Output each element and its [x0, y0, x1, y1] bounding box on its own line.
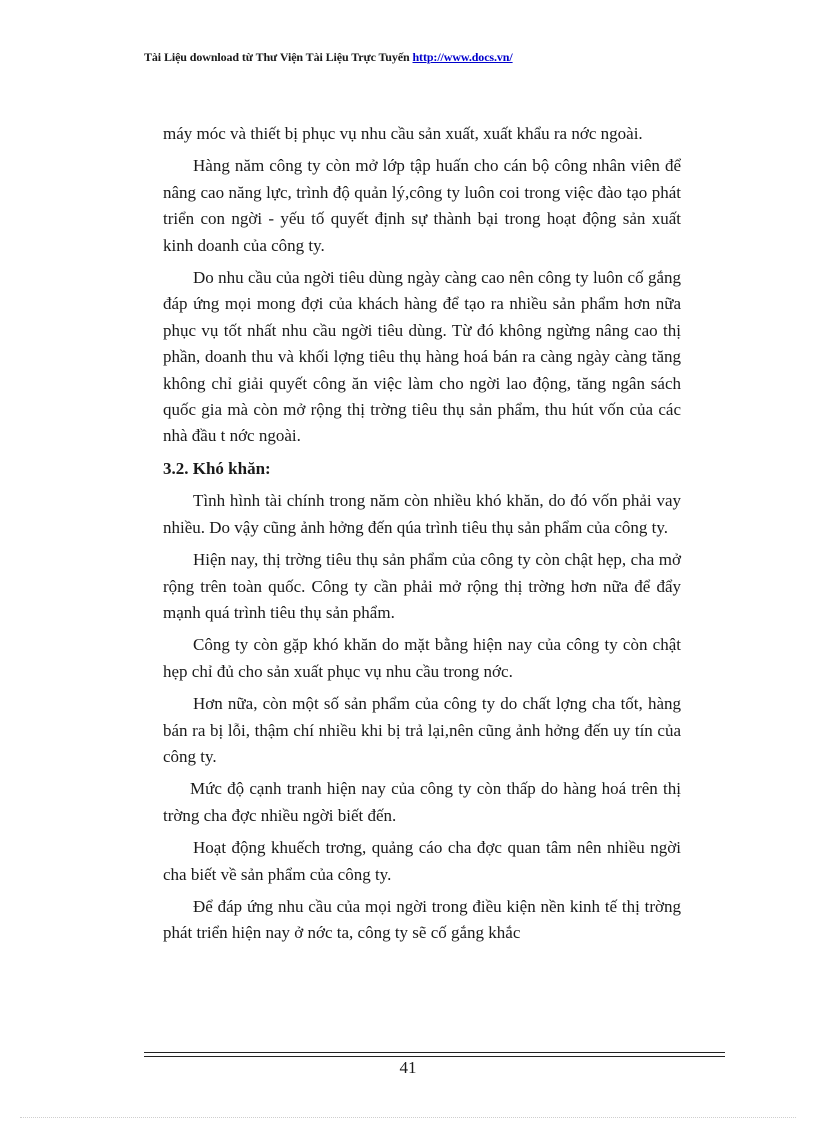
footer-rule-bottom	[144, 1056, 725, 1057]
paragraph-quality: Hơn nữa, còn một số sản phẩm của công ty do chất lợng cha tốt, hàng bán ra bị lỗi, thậm chí nhiều khi bị trả lại,nên cũng ảnh hởng đến uy tín của công ty.	[163, 694, 681, 766]
header-text: Tài Liệu download từ Thư Viện Tài Liệu Trực Tuyến	[144, 50, 410, 64]
page-number: 41	[399, 1058, 417, 1077]
paragraph-competition: Mức độ cạnh tranh hiện nay của công ty còn thấp do hàng hoá trên thị trờng cha đợc nhiều ngời biết đến.	[163, 779, 681, 825]
document-body	[163, 121, 681, 953]
paragraph-premises: Công ty còn gặp khó khăn do mặt bằng hiện nay của công ty còn chật hẹp chỉ đủ cho sản xuất phục vụ nhu cầu trong nớc.	[163, 635, 681, 681]
paragraph-market: Hiện nay, thị trờng tiêu thụ sản phẩm của công ty còn chật hẹp, cha mở rộng trên toàn quốc. Công ty cần phải mở rộng thị trờng hơn nữa để đẩy mạnh quá trình tiêu thụ sản phẩm.	[163, 550, 681, 622]
page-bottom-border	[20, 1117, 796, 1118]
page-header	[144, 50, 704, 65]
paragraph-continuation: máy móc và thiết bị phục vụ nhu cầu sản xuất, xuất khẩu ra nớc ngoài.	[163, 124, 643, 143]
paragraph-advertising: Hoạt động khuếch trơng, quảng cáo cha đợc quan tâm nên nhiều ngời cha biết về sản phẩm của công ty.	[163, 838, 681, 884]
paragraph-training: Hàng năm công ty còn mở lớp tập huấn cho cán bộ công nhân viên để nâng cao năng lực, trình độ quản lý,công ty luôn coi trong việc đào tạo phát triển con ngời - yếu tố quyết định sự thành bại trong hoạt động sản xuất kinh doanh của công ty.	[163, 156, 681, 255]
section-heading: 3.2. Khó khăn:	[163, 458, 271, 478]
paragraph-conclusion: Để đáp ứng nhu cầu của mọi ngời trong điều kiện nền kinh tế thị trờng phát triển hiện nay ở nớc ta, công ty sẽ cố gắng khắc	[163, 896, 681, 943]
paragraph-customer-demand: Do nhu cầu của ngời tiêu dùng ngày càng cao nên công ty luôn cố gắng đáp ứng mọi mong đợi của khách hàng để tạo ra nhiều sản phẩm hơn nữa phục vụ tốt nhất nhu cầu ngời tiêu dùng. Từ đó không ngừng nâng cao thị phần, doanh thu và khối lợng tiêu thụ hàng hoá bán ra càng ngày càng tăng không chỉ giải quyết công ăn việc làm cho ngời lao động, tăng ngân sách quốc gia mà còn mở rộng thị trờng tiêu thụ sản phẩm, thu hút vốn của các nhà đầu t nớc ngoài.	[163, 268, 681, 446]
header-link[interactable]: http://www.docs.vn/	[412, 50, 513, 64]
paragraph-finance: Tình hình tài chính trong năm còn nhiều khó khăn, do đó vốn phải vay nhiều. Do vậy cũng ảnh hởng đến qúa trình tiêu thụ sản phẩm của công ty.	[163, 491, 681, 537]
footer-rule-top	[144, 1052, 725, 1053]
